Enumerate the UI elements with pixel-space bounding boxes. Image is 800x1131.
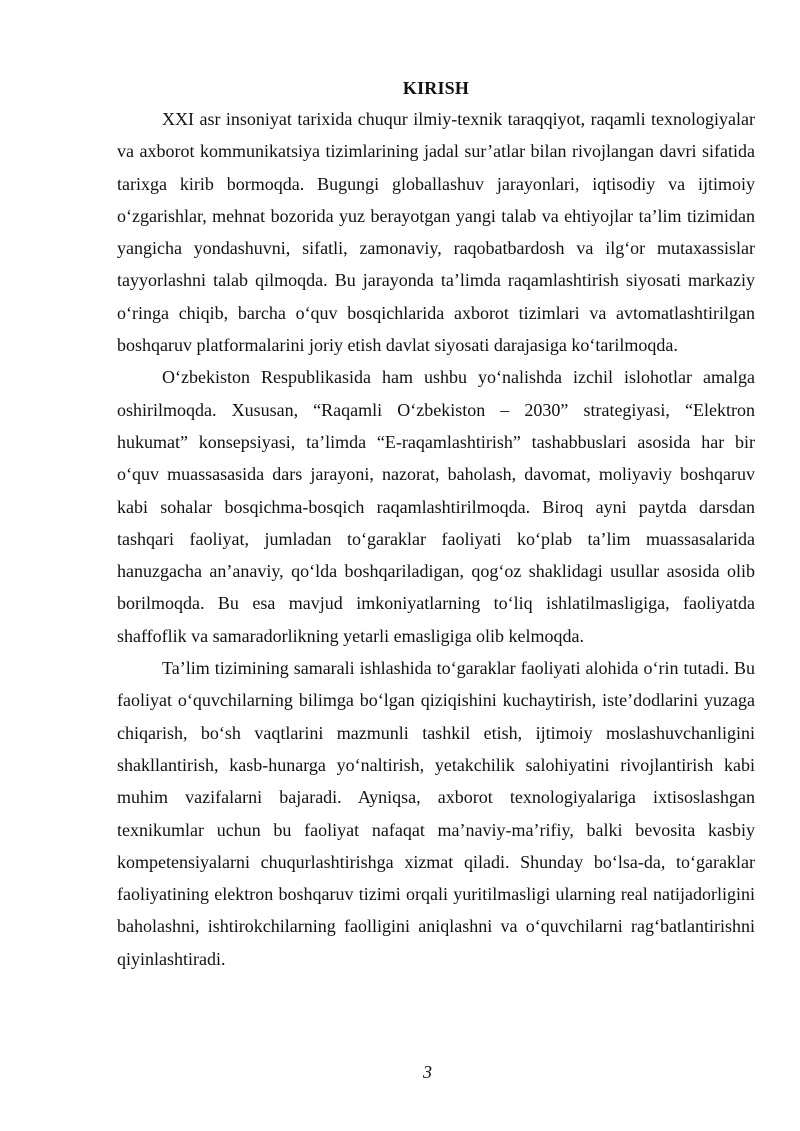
page-number: 3	[423, 1062, 432, 1082]
paragraph-3: Ta’lim tizimining samarali ishlashida to‘garaklar faoliyati alohida o‘rin tutadi. Bu faoliyat o‘quvchilarning bilimga bo‘lgan qiziqishini kuchaytirish, iste’dodlarini yuzaga chiqarish, bo‘sh vaqtlarini mazmunli tashkil etish, ijtimoiy moslashuvchanligini shakllantirish, kasb-hunarga yo‘naltirish, yetakchilik salohiyatini rivojlantirish kabi muhim vazifalarni bajaradi. Ayniqsa, axborot texnologiyalariga ixtisoslashgan texnikumlar uchun bu faoliyat nafaqat ma’naviy-ma’rifiy, balki bevosita kasbiy kompetensiyalarni chuqurlashtirishga xizmat qiladi. Shunday bo‘lsa-da, to‘garaklar faoliyatining elektron boshqaruv tizimi orqali yuritilmasligi ularning real natijadorligini baholashni, ishtirokchilarning faolligini aniqlashni va o‘quvchilarni rag‘batlantirishni qiyinlashtiradi.	[117, 658, 755, 969]
document-page	[117, 74, 755, 975]
paragraph-2: O‘zbekiston Respublikasida ham ushbu yo‘nalishda izchil islohotlar amalga oshirilmoqda. Xususan, “Raqamli O‘zbekiston – 2030” strategiyasi, “Elektron hukumat” konsepsiyasi, ta’limda “E-raqamlashtirish” tashabbuslari asosida har bir o‘quv muassasasida dars jarayoni, nazorat, baholash, davomat, moliyaviy boshqaruv kabi sohalar bosqichma-bosqich raqamlashtirilmoqda. Biroq ayni paytda darsdan tashqari faoliyat, jumladan to‘garaklar faoliyati ko‘plab ta’lim muassasalarida hanuzgacha an’anaviy, qo‘lda boshqariladigan, qog‘oz shaklidagi usullar asosida olib borilmoqda. Bu esa mavjud imkoniyatlarning to‘liq ishlatilmasligiga, faoliyatda shaffoflik va samaradorlikning yetarli emasligiga olib kelmoqda.	[117, 367, 755, 646]
paragraph-1: XXI asr insoniyat tarixida chuqur ilmiy-texnik taraqqiyot, raqamli texnologiyalar va axborot kommunikatsiya tizimlarining jadal sur’atlar bilan rivojlangan davri sifatida tarixga kirib bormoqda. Bugungi globallashuv jarayonlari, iqtisodiy va ijtimoiy o‘zgarishlar, mehnat bozorida yuz berayotgan yangi talab va ehtiyojlar ta’lim tizimidan yangicha yondashuvni, sifatli, zamonaviy, raqobatbardosh va ilg‘or mutaxassislar tayyorlashni talab qilmoqda. Bu jarayonda ta’limda raqamlashtirish siyosati markaziy o‘ringa chiqib, barcha o‘quv bosqichlarida axborot tizimlari va avtomatlashtirilgan boshqaruv platformalarini joriy etish davlat siyosati darajasiga ko‘tarilmoqda.	[117, 109, 755, 356]
section-heading: KIRISH	[402, 78, 470, 98]
